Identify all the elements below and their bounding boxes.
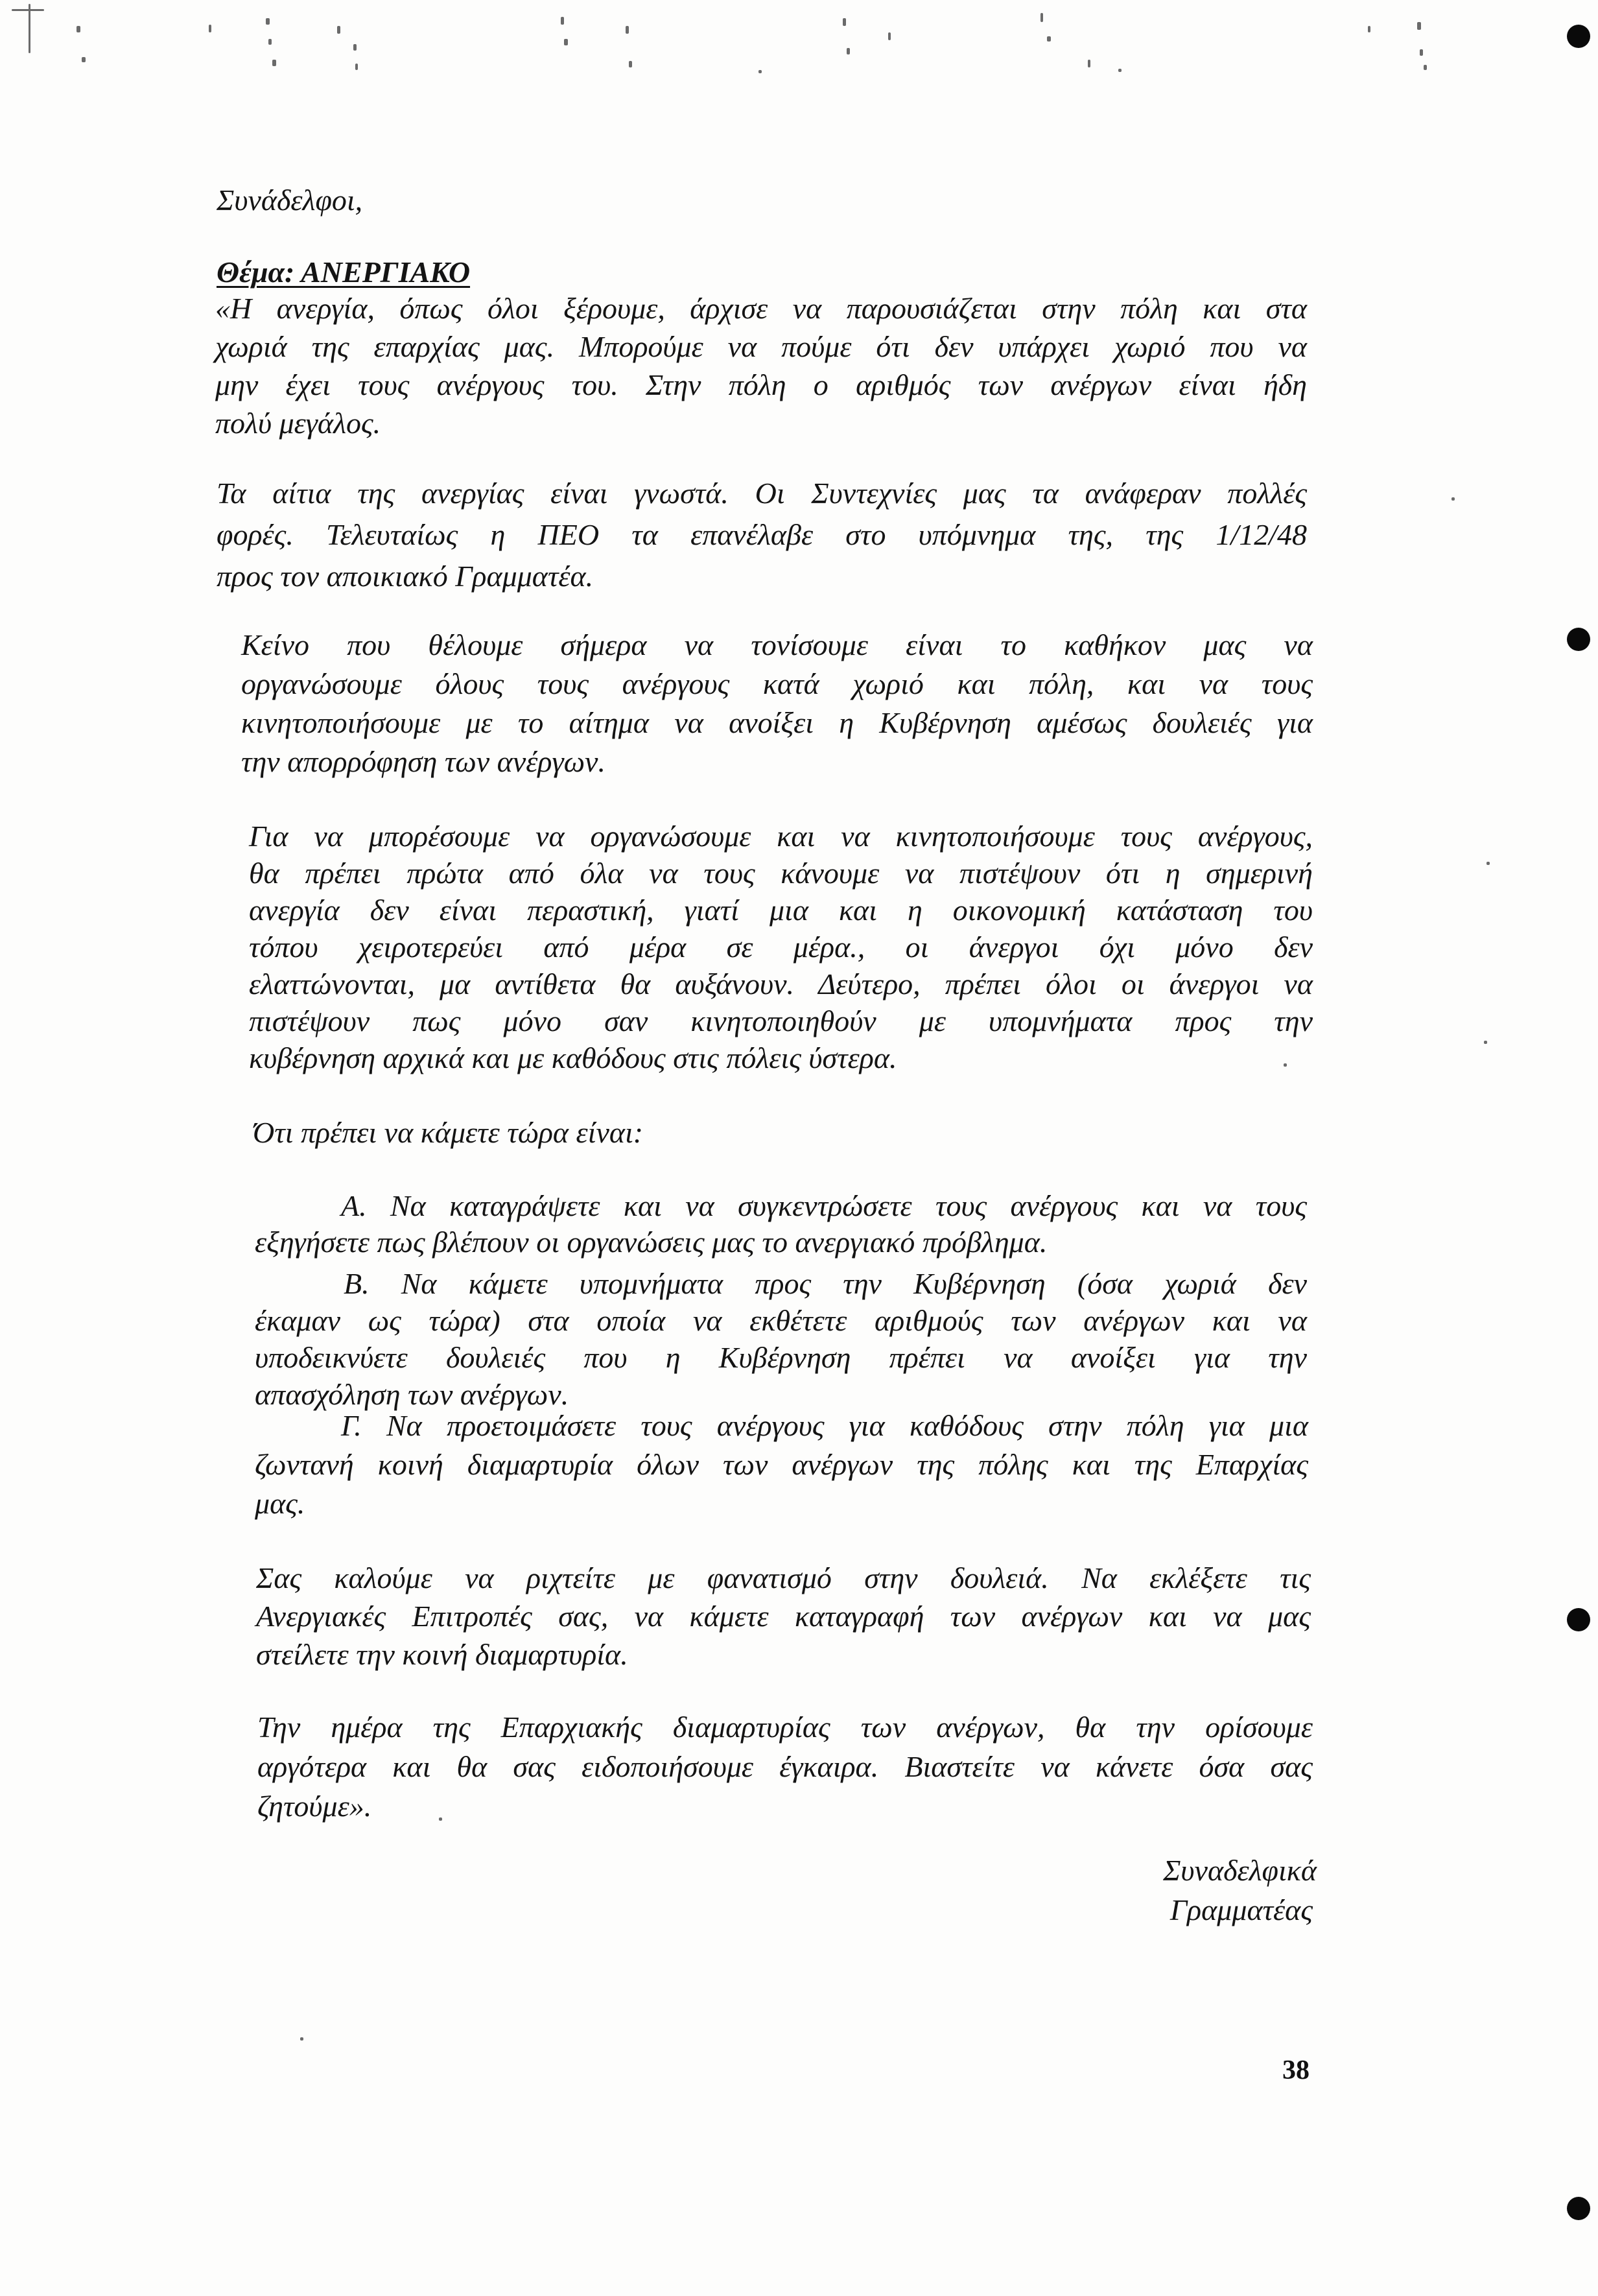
scan-speck	[561, 17, 564, 25]
text-line: κινητοποιήσουμε με το αίτημα να ανοίξει η Κυβέρνηση αμέσως δουλειές για	[241, 706, 1313, 739]
action-item	[255, 1406, 1308, 1523]
text-line: πιστέψουν πως μόνο σαν κινητοποιηθούν με υπομνήματα προς την	[249, 1004, 1313, 1037]
paragraph	[217, 473, 1307, 597]
subject-line	[217, 253, 470, 292]
text-line: μας.	[255, 1487, 305, 1520]
text-line: την απορρόφηση των ανέργων.	[241, 745, 605, 778]
punch-hole-mark	[1567, 1608, 1590, 1631]
scan-speck	[300, 2037, 303, 2041]
text-line: Τα αίτια της ανεργίας είναι γνωστά. Οι Συντεχνίες μας τα ανάφεραν πολλές	[217, 477, 1307, 510]
scan-speck	[626, 26, 629, 34]
scan-speck	[82, 57, 86, 62]
scan-speck	[1118, 69, 1122, 72]
scan-speck	[1417, 22, 1421, 30]
scan-speck	[29, 4, 30, 53]
scan-speck	[1040, 13, 1043, 22]
text-line: αργότερα και θα σας ειδοποιήσουμε έγκαιρα. Βιαστείτε να κάνετε όσα σας	[257, 1750, 1313, 1783]
scan-speck	[272, 60, 276, 66]
scan-speck	[12, 9, 44, 11]
salutation-text: Συνάδελφοι,	[217, 183, 363, 217]
scan-speck	[266, 18, 270, 25]
signature-block	[972, 1851, 1317, 1930]
text-line: έκαμαν ως τώρα) στα οποία να εκθέτετε αριθμούς των ανέργων και να	[255, 1304, 1307, 1337]
scan-speck	[1047, 36, 1051, 41]
punch-hole-mark	[1567, 25, 1590, 48]
text-line: ζωντανή κοινή διαμαρτυρία όλων των ανέργων της πόλης και της Επαρχίας	[255, 1448, 1308, 1481]
scan-speck	[353, 44, 357, 51]
text-line: Β. Να κάμετε υπομνήματα προς την Κυβέρνηση (όσα χωριά δεν	[344, 1267, 1307, 1300]
scan-speck	[888, 32, 891, 40]
text-line: εξηγήσετε πως βλέπουν οι οργανώσεις μας το ανεργιακό πρόβλημα.	[255, 1225, 1048, 1259]
scan-speck	[1088, 60, 1090, 67]
text-line: Κείνο που θέλουμε σήμερα να τονίσουμε είναι το καθήκον μας να	[241, 628, 1313, 661]
scan-speck	[629, 61, 632, 67]
text-line: ελαττώνονται, μα αντίθετα θα αυξάνουν. Δεύτερο, πρέπει όλοι οι άνεργοι να	[249, 967, 1313, 1000]
scan-speck	[1424, 65, 1427, 70]
text-line: Σας καλούμε να ριχτείτε με φανατισμό στην δουλειά. Να εκλέξετε τις	[256, 1561, 1311, 1594]
scan-speck	[268, 39, 272, 45]
action-intro	[253, 1114, 643, 1152]
paragraph	[256, 1559, 1311, 1674]
scan-speck	[337, 26, 340, 34]
text-line: φορές. Τελευταίως η ΠΕΟ τα επανέλαβε στο υπόμνημα της, της 1/12/48	[217, 518, 1307, 551]
text-line: μην έχει τους ανέργους του. Στην πόλη ο αριθμός των ανέργων είναι ήδη	[215, 368, 1307, 401]
text-line: Ανεργιακές Επιτροπές σας, να κάμετε καταγραφή των ανέργων και να μας	[256, 1600, 1311, 1633]
paragraph	[241, 626, 1313, 781]
scan-speck	[758, 70, 762, 73]
action-item	[255, 1188, 1307, 1260]
paragraph	[215, 289, 1307, 442]
text-line: στείλετε την κοινή διαμαρτυρία.	[256, 1638, 628, 1671]
scan-speck	[1451, 497, 1455, 501]
subject-text: Θέμα: ΑΝΕΡΓΙΑΚΟ	[217, 255, 471, 289]
text-line: ζητούμε».	[257, 1790, 372, 1823]
scan-speck	[76, 26, 80, 32]
text-line: Για να μπορέσουμε να οργανώσουμε και να κινητοποιήσουμε τους ανέργους,	[249, 820, 1313, 853]
scan-speck	[847, 48, 850, 54]
text-line: Ότι πρέπει να κάμετε τώρα είναι:	[253, 1116, 644, 1149]
text-line: υποδεικνύετε δουλειές που η Κυβέρνηση πρέπει να ανοίξει για την	[255, 1341, 1307, 1374]
text-line: Γ. Να προετοιμάσετε τους ανέργους για καθόδους στην πόλη για μια	[341, 1409, 1308, 1442]
text-line: θα πρέπει πρώτα από όλα να τους κάνουμε να πιστέψουν ότι η σημερινή	[249, 857, 1313, 890]
scan-speck	[1486, 862, 1490, 865]
scan-speck	[843, 18, 846, 26]
paragraph	[257, 1707, 1313, 1826]
scan-speck	[564, 39, 568, 45]
text-line: οργανώσουμε όλους τους ανέργους κατά χωριό και πόλη, και να τους	[241, 667, 1313, 700]
text-line: προς τον αποικιακό Γραμματέα.	[217, 560, 594, 593]
scan-speck	[1484, 1041, 1487, 1044]
signatory: Γραμματέας	[1169, 1893, 1313, 1926]
punch-hole-mark	[1567, 628, 1590, 651]
punch-hole-mark	[1567, 2197, 1590, 2220]
scan-speck	[355, 64, 358, 70]
text-line: Α. Να καταγράψετε και να συγκεντρώσετε τους ανέργους και να τους	[341, 1189, 1307, 1222]
text-line: απασχόληση των ανέργων.	[255, 1378, 569, 1411]
scan-speck	[1420, 49, 1423, 56]
sign-off: Συναδελφικά	[1163, 1854, 1317, 1887]
text-line: χωριά της επαρχίας μας. Μπορούμε να πούμε ότι δεν υπάρχει χωριό που να	[215, 330, 1307, 363]
text-line: τόπου χειροτερεύει από μέρα σε μέρα., οι άνεργοι όχι μόνο δεν	[249, 930, 1313, 964]
text-line: κυβέρνηση αρχικά και με καθόδους στις πόλεις ύστερα.	[249, 1041, 897, 1074]
text-line: «Η ανεργία, όπως όλοι ξέρουμε, άρχισε να παρουσιάζεται στην πόλη και στα	[215, 292, 1307, 325]
page-number: 38	[1282, 2055, 1310, 2085]
salutation	[217, 181, 362, 220]
text-line: Την ημέρα της Επαρχιακής διαμαρτυρίας των ανέργων, θα την ορίσουμε	[257, 1710, 1313, 1744]
text-line: ανεργία δεν είναι περαστική, γιατί μια και η οικονομική κατάσταση του	[249, 894, 1313, 927]
action-item	[255, 1265, 1307, 1413]
scan-speck	[1368, 26, 1370, 32]
paragraph	[249, 818, 1313, 1076]
text-line: πολύ μεγάλος.	[215, 407, 381, 440]
scan-speck	[209, 25, 211, 32]
